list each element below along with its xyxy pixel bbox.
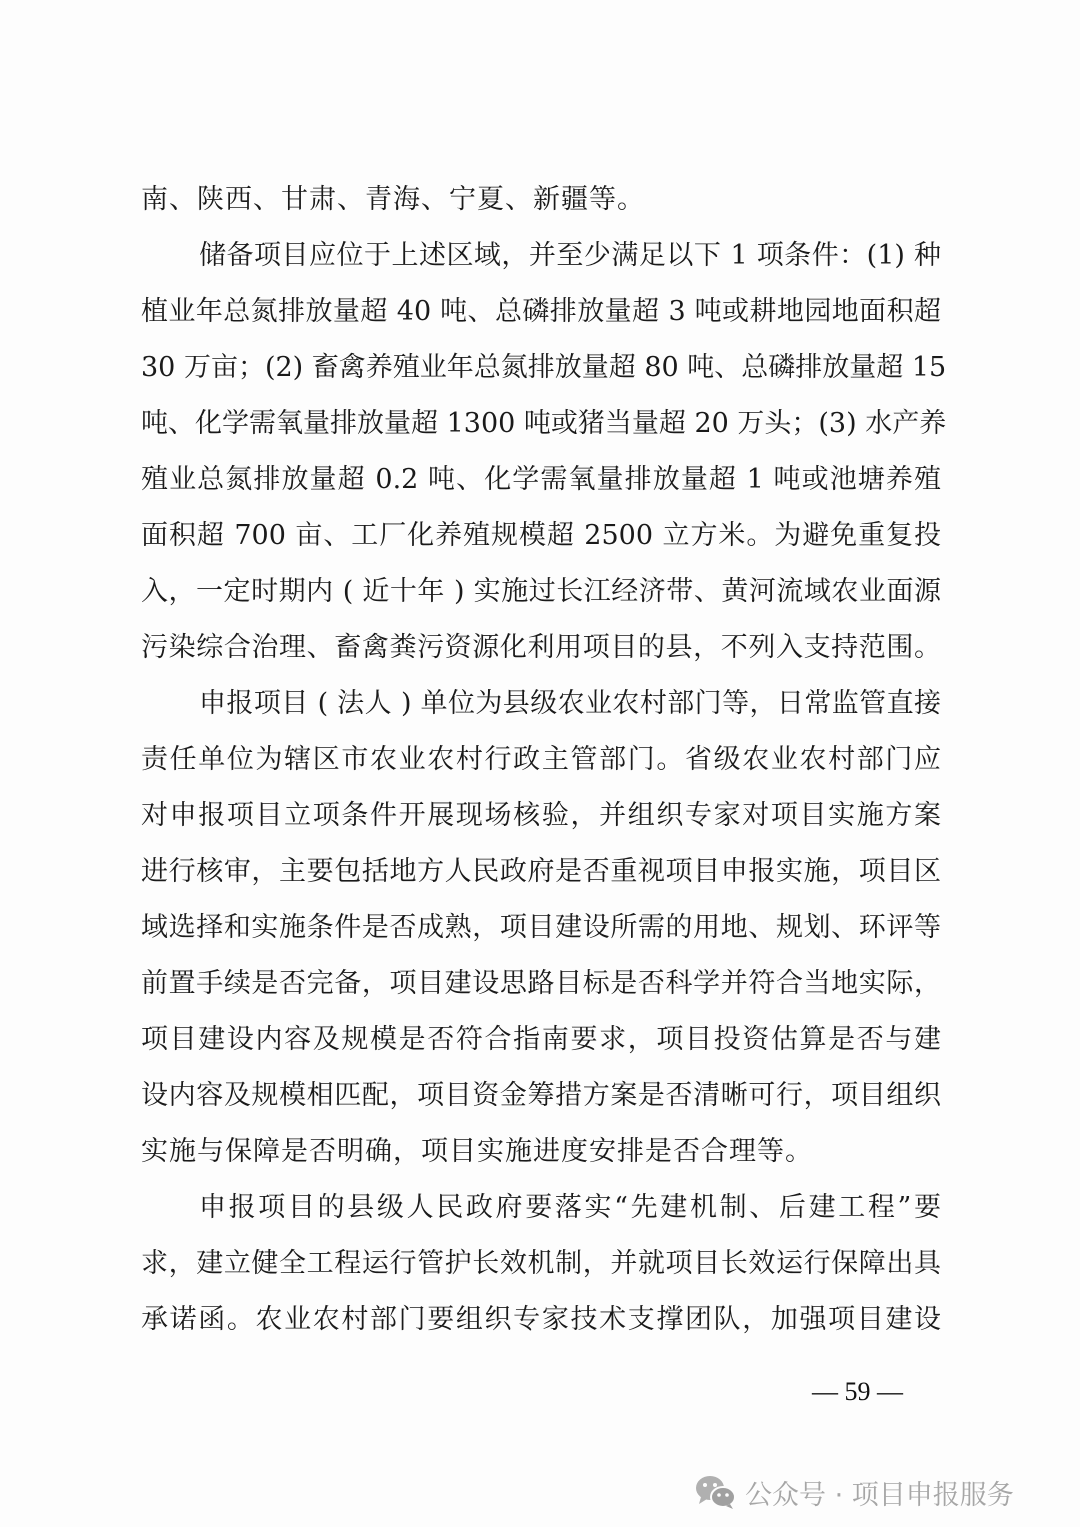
watermark bbox=[695, 1472, 1014, 1512]
text-line: 责任单位为辖区市农业农村行政主管部门。省级农业农村部门应 bbox=[141, 744, 941, 775]
text-line: 设内容及规模相匹配，项目资金筹措方案是否清晰可行，项目组织 bbox=[141, 1080, 941, 1111]
text-line: 吨、化学需氧量排放量超 1300 吨或猪当量超 20 万头；(3) 水产养 bbox=[141, 408, 947, 439]
text-line: 南、陕西、甘肃、青海、宁夏、新疆等。 bbox=[141, 184, 645, 215]
text-line: 项目建设内容及规模是否符合指南要求，项目投资估算是否与建 bbox=[141, 1024, 941, 1055]
page-number: — 59 — bbox=[812, 1377, 903, 1406]
text-line: 前置手续是否完备，项目建设思路目标是否科学并符合当地实际， bbox=[141, 968, 941, 999]
text-line: 殖业总氮排放量超 0.2 吨、化学需氧量排放量超 1 吨或池塘养殖 bbox=[141, 464, 941, 495]
text-line: 入，一定时期内 ( 近十年 ) 实施过长江经济带、黄河流域农业面源 bbox=[141, 576, 941, 607]
text-line: 实施与保障是否明确，项目实施进度安排是否合理等。 bbox=[141, 1136, 813, 1167]
watermark-text: 公众号 · 项目申报服务 bbox=[745, 1479, 1014, 1511]
text-line: 申报项目的县级人民政府要落实“先建机制、后建工程”要 bbox=[199, 1192, 941, 1223]
wechat-icon bbox=[695, 1475, 737, 1509]
text-line: 进行核审，主要包括地方人民政府是否重视项目申报实施，项目区 bbox=[141, 856, 941, 887]
text-line: 承诺函。农业农村部门要组织专家技术支撑团队，加强项目建设 bbox=[141, 1304, 941, 1335]
text-line: 30 万亩；(2) 畜禽养殖业年总氮排放量超 80 吨、总磷排放量超 15 bbox=[141, 352, 947, 383]
text-line: 求，建立健全工程运行管护长效机制，并就项目长效运行保障出具 bbox=[141, 1248, 941, 1279]
text-line: 污染综合治理、畜禽粪污资源化利用项目的县，不列入支持范围。 bbox=[141, 632, 941, 663]
text-line: 申报项目 ( 法人 ) 单位为县级农业农村部门等，日常监管直接 bbox=[199, 688, 941, 719]
text-line: 对申报项目立项条件开展现场核验，并组织专家对项目实施方案 bbox=[141, 800, 941, 831]
text-line: 面积超 700 亩、工厂化养殖规模超 2500 立方米。为避免重复投 bbox=[141, 520, 941, 551]
text-line: 植业年总氮排放量超 40 吨、总磷排放量超 3 吨或耕地园地面积超 bbox=[141, 296, 941, 327]
text-line: 储备项目应位于上述区域，并至少满足以下 1 项条件：(1) 种 bbox=[199, 240, 941, 271]
text-line: 域选择和实施条件是否成熟，项目建设所需的用地、规划、环评等 bbox=[141, 912, 941, 943]
